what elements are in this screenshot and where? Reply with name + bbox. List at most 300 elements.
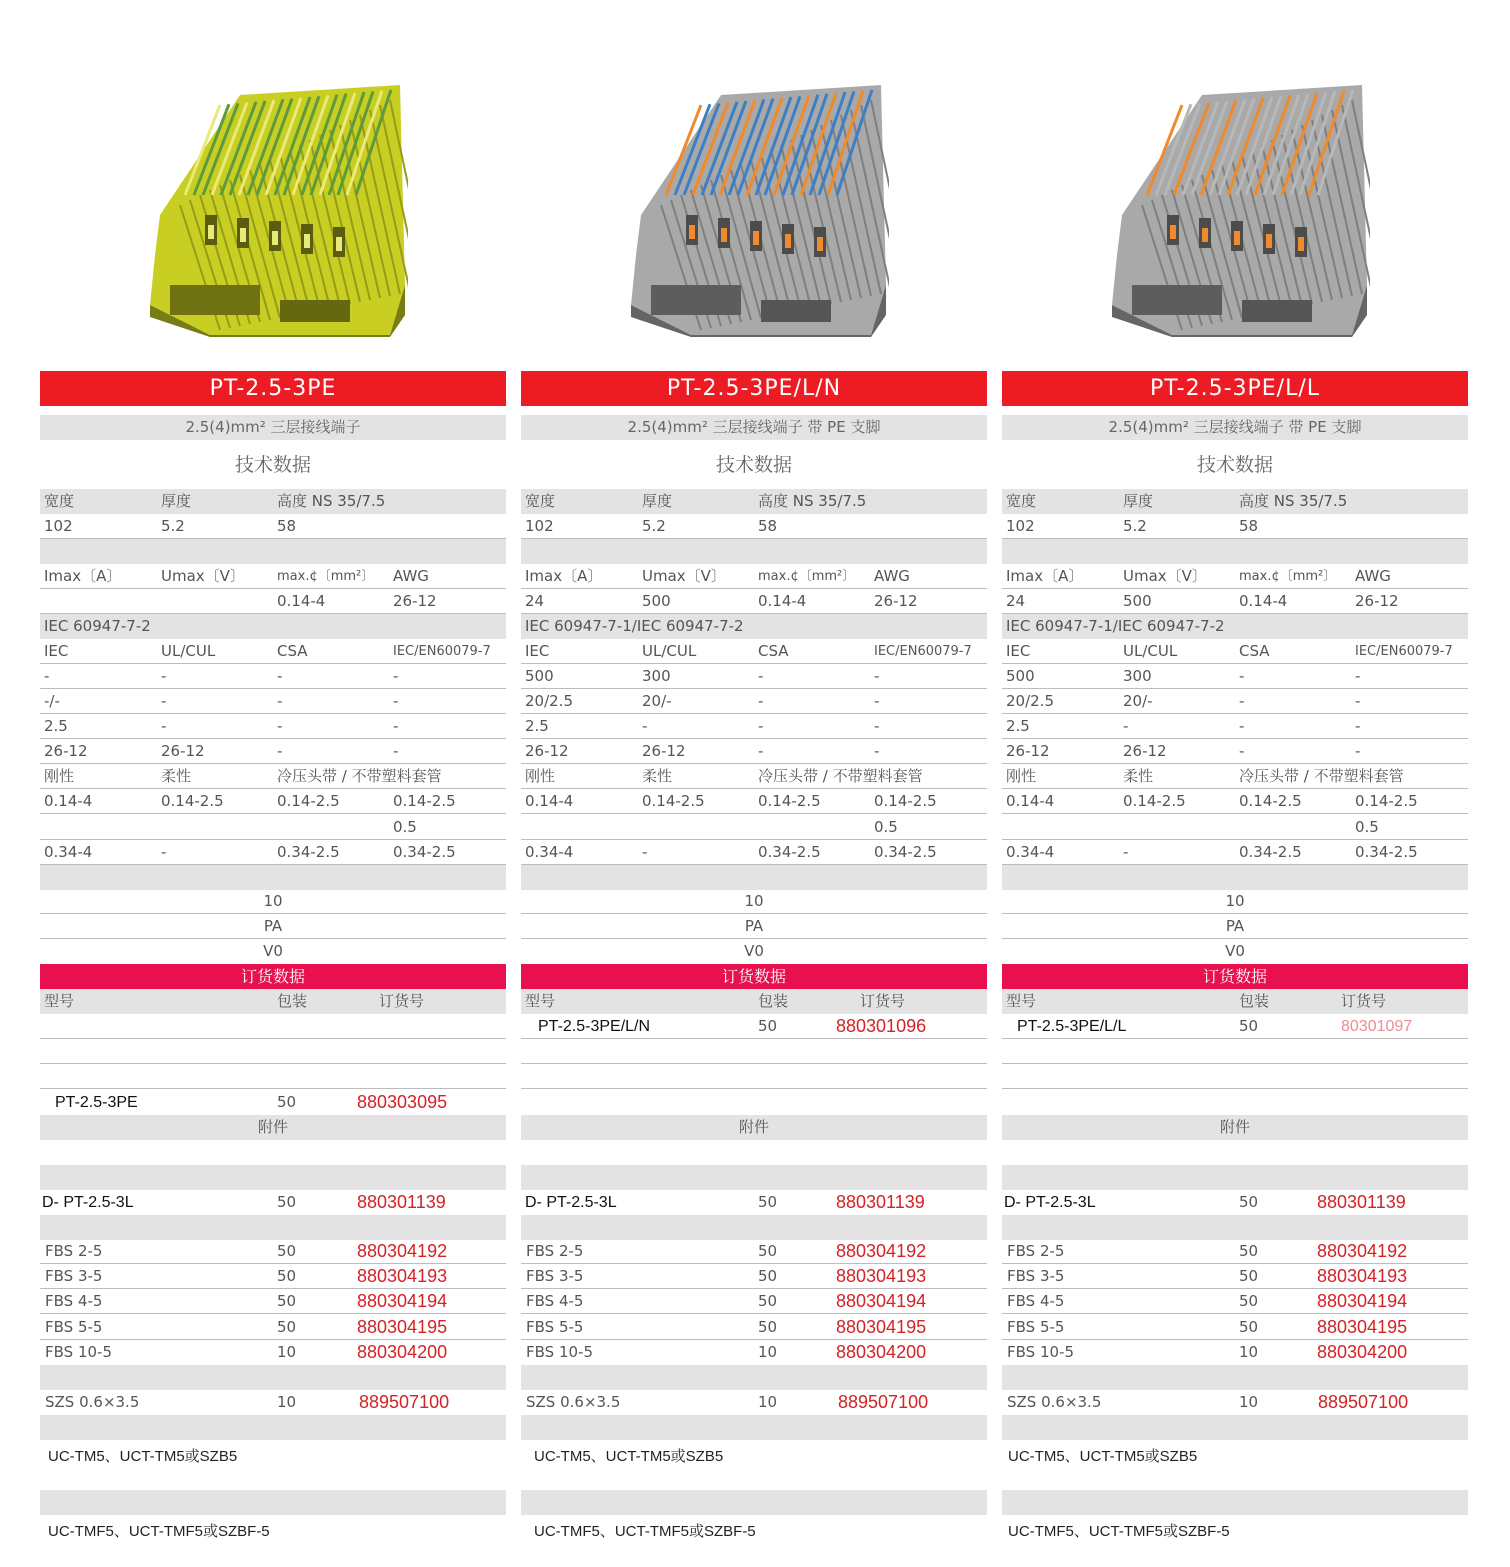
accessory-order-number: 880304195: [1317, 1317, 1408, 1337]
table-cell: 0.34-2.5: [874, 843, 937, 861]
order-row: [1002, 1014, 1468, 1039]
umax-value: 500: [642, 592, 671, 610]
misc-row: [40, 914, 506, 939]
accessory-order-number: 880304192: [836, 1241, 927, 1261]
table-cell: -: [1239, 692, 1245, 710]
approval-header-row: [521, 639, 987, 664]
release-button: [1266, 234, 1272, 248]
table-cell: -: [161, 843, 167, 861]
table-cell: 20/2.5: [1006, 692, 1054, 710]
tech-data-heading: 技术数据: [1196, 454, 1273, 476]
accessory-type: SZS 0.6×3.5: [526, 1393, 621, 1411]
accessories-heading-row: [1002, 1115, 1468, 1140]
spacer-row: [521, 865, 987, 890]
spacer-row: [1002, 1415, 1468, 1440]
approval-row: [521, 739, 987, 764]
order-type: PT-2.5-3PE: [55, 1094, 138, 1111]
product-title: PT-2.5-3PE/L/L: [1002, 371, 1468, 406]
accessory-type: D- PT-2.5-3L: [525, 1194, 617, 1211]
accessory-row: [40, 1315, 506, 1340]
tech-data-heading: 技术数据: [234, 454, 311, 476]
order-row: [521, 1014, 987, 1039]
table-cell: 26-12: [1006, 742, 1050, 760]
misc-row: [521, 939, 987, 964]
table-cell: 2.5: [525, 717, 549, 735]
height-value: 58: [1239, 517, 1259, 535]
table-cell: 0.14-2.5: [758, 792, 821, 810]
table-cell: -: [758, 742, 764, 760]
accessory-order-number: 880304193: [1317, 1266, 1408, 1286]
table-cell: 0.14-2.5: [874, 792, 937, 810]
order-pack: 50: [277, 1093, 297, 1111]
order-data-heading: 订货数据: [40, 964, 506, 989]
release-button: [753, 231, 759, 245]
table-cell: 2.5: [44, 717, 68, 735]
table-cell: 0.14-2.5: [642, 792, 705, 810]
rating-value-row: [40, 589, 506, 614]
accessory-order-number: 880304200: [836, 1342, 927, 1362]
thickness-value: 5.2: [161, 517, 185, 535]
accessory-order-number: 880304192: [1317, 1241, 1408, 1261]
accessory-row: [1002, 1190, 1468, 1215]
mounting-foot: [170, 285, 260, 315]
accessory-order-number: 880304193: [836, 1266, 927, 1286]
accessory-order-number: 889507100: [838, 1392, 929, 1412]
table-cell: 300: [1123, 667, 1152, 685]
misc-row: [1002, 939, 1468, 964]
release-button: [721, 228, 727, 242]
product-subtitle: 2.5(4)mm² 三层接线端子 带 PE 支脚: [521, 415, 987, 440]
rating-header-row: [40, 564, 506, 589]
spacer-row: [40, 1165, 506, 1190]
accessory-row: [521, 1340, 987, 1365]
accessory-row: [1002, 1239, 1468, 1264]
release-button: [817, 237, 823, 251]
cross-section-label: max.¢〔mm²〕: [1239, 569, 1337, 584]
accessory-order-number: 880301139: [1317, 1192, 1406, 1212]
accessory-pack: 50: [1239, 1193, 1259, 1211]
conductor-row: [40, 840, 506, 865]
accessory-type: FBS 5-5: [45, 1318, 103, 1336]
accessory-order-number: 880304192: [357, 1241, 448, 1261]
table-cell: -: [1355, 692, 1361, 710]
table-cell: -: [1239, 742, 1245, 760]
spacer-row: [1002, 1490, 1468, 1515]
dims-value-row: [1002, 514, 1468, 539]
accessory-type: D- PT-2.5-3L: [42, 1194, 134, 1211]
awg-label: AWG: [874, 567, 910, 585]
order-row: [40, 1064, 506, 1089]
release-button: [208, 225, 214, 239]
table-cell: -: [161, 717, 167, 735]
order-data-heading: 订货数据: [521, 964, 987, 989]
approval-row: [40, 689, 506, 714]
table-cell: 20/-: [1123, 692, 1153, 710]
order-pack: 50: [758, 1017, 778, 1035]
conductor-row: [1002, 815, 1468, 840]
release-button: [336, 237, 342, 251]
accessory-row: [521, 1390, 987, 1415]
accessory-pack: 50: [1239, 1292, 1259, 1310]
accessory-order-number: 880301139: [357, 1192, 446, 1212]
order-row: [1002, 1090, 1468, 1115]
order-pack: 50: [1239, 1017, 1259, 1035]
dims-value-row: [40, 514, 506, 539]
standard-row: [1002, 614, 1468, 639]
terminal-block-photo: [631, 85, 889, 337]
accessory-order-number: 880304195: [357, 1317, 448, 1337]
product-column-pt-2-5-3pe-l-n: [521, 0, 987, 1567]
release-button: [689, 225, 695, 239]
table-cell: -: [1355, 742, 1361, 760]
table-cell: -: [642, 717, 648, 735]
thickness-label: 厚度: [642, 492, 673, 510]
cross-section-value: 0.14-4: [277, 592, 326, 610]
table-cell: 0.34-2.5: [758, 843, 821, 861]
imax-label: Imax〔A〕: [525, 567, 603, 585]
note-marker-strip: UC-TM5、UCT-TM5或SZB5: [534, 1448, 724, 1465]
mounting-foot: [761, 300, 831, 322]
spacer-row: [40, 539, 506, 564]
imax-label: Imax〔A〕: [1006, 567, 1084, 585]
awg-label: AWG: [393, 567, 429, 585]
table-cell: -: [1123, 843, 1129, 861]
table-cell: 0.14-4: [44, 792, 93, 810]
spacer-row: [1002, 865, 1468, 890]
table-cell: -: [758, 717, 764, 735]
table-cell: 26-12: [161, 742, 205, 760]
misc-value: V0: [1225, 942, 1245, 960]
awg-value: 26-12: [393, 592, 437, 610]
table-cell: -: [393, 692, 399, 710]
flexible-label: 柔性: [1123, 767, 1154, 785]
order-number: 80301097: [1341, 1018, 1413, 1035]
accessory-pack: 10: [277, 1393, 297, 1411]
cross-section-value: 0.14-4: [758, 592, 807, 610]
ferrule-label: 冷压头带 / 不带塑料套管: [1239, 767, 1404, 785]
table-cell: -: [277, 667, 283, 685]
mounting-foot: [651, 285, 741, 315]
accessory-order-number: 880304194: [836, 1291, 927, 1311]
approval-row: [40, 714, 506, 739]
approval-header-row: [40, 639, 506, 664]
table-cell: 0.5: [874, 818, 898, 836]
accessory-order-number: 889507100: [1318, 1392, 1409, 1412]
misc-value: V0: [744, 942, 764, 960]
product-title: PT-2.5-3PE/L/N: [521, 371, 987, 406]
table-cell: 0.34-4: [44, 843, 93, 861]
accessory-pack: 50: [758, 1242, 778, 1260]
accessory-row: [40, 1390, 506, 1415]
note-marker-strip-flat: UC-TMF5、UCT-TMF5或SZBF-5: [534, 1523, 756, 1540]
csa-label: CSA: [1239, 642, 1270, 660]
order-row: [1002, 1039, 1468, 1064]
conductor-row: [521, 815, 987, 840]
accessory-order-number: 880304200: [1317, 1342, 1408, 1362]
table-cell: 2.5: [1006, 717, 1030, 735]
awg-value: 26-12: [1355, 592, 1399, 610]
accessory-pack: 50: [758, 1193, 778, 1211]
imax-value: 24: [1006, 592, 1026, 610]
accessories-heading-row: [521, 1115, 987, 1140]
accessory-pack: 50: [277, 1292, 297, 1310]
spacer-row: [521, 1490, 987, 1515]
umax-label: Umax〔V〕: [1123, 567, 1207, 585]
release-button: [1170, 225, 1176, 239]
order-row: [40, 1014, 506, 1039]
accessories-heading-row: [40, 1115, 506, 1140]
approval-row: [521, 664, 987, 689]
table-cell: -: [758, 692, 764, 710]
rigid-label: 刚性: [1006, 767, 1037, 785]
approval-row: [1002, 689, 1468, 714]
mounting-foot: [280, 300, 350, 322]
imax-value: 24: [525, 592, 545, 610]
accessory-type: FBS 3-5: [1007, 1267, 1065, 1285]
accessory-type: FBS 4-5: [526, 1292, 584, 1310]
table-cell: 26-12: [642, 742, 686, 760]
spacer-row: [1002, 1215, 1468, 1240]
approval-row: [521, 689, 987, 714]
accessory-pack: 50: [758, 1318, 778, 1336]
accessory-row: [1002, 1340, 1468, 1365]
height-label: 高度 NS 35/7.5: [1239, 492, 1348, 510]
accessory-pack: 50: [1239, 1318, 1259, 1336]
order-number-label: 订货号: [1341, 992, 1387, 1010]
type-label: 型号: [525, 992, 556, 1010]
height-value: 58: [758, 517, 778, 535]
accessory-type: FBS 5-5: [1007, 1318, 1065, 1336]
product-subtitle: 2.5(4)mm² 三层接线端子: [40, 415, 506, 440]
dims-value-row: [521, 514, 987, 539]
cross-section-label: max.¢〔mm²〕: [277, 569, 375, 584]
misc-value: PA: [263, 917, 283, 935]
table-cell: 0.14-4: [1006, 792, 1055, 810]
table-cell: -: [758, 667, 764, 685]
accessory-row: [521, 1239, 987, 1264]
table-cell: -: [1355, 717, 1361, 735]
spacer-row: [40, 1490, 506, 1515]
table-cell: 26-12: [525, 742, 569, 760]
misc-value: PA: [744, 917, 764, 935]
order-row: [40, 1090, 506, 1115]
table-cell: 0.14-2.5: [1239, 792, 1302, 810]
accessory-type: FBS 4-5: [1007, 1292, 1065, 1310]
misc-row: [1002, 889, 1468, 914]
dims-header-row: [1002, 489, 1468, 514]
rating-value-row: [1002, 589, 1468, 614]
product-column-pt-2-5-3pe: [40, 0, 506, 1567]
table-cell: 300: [642, 667, 671, 685]
misc-value: 10: [263, 892, 283, 910]
accessory-type: D- PT-2.5-3L: [1004, 1194, 1096, 1211]
spacer-row: [1002, 1365, 1468, 1390]
release-button: [240, 228, 246, 242]
umax-label: Umax〔V〕: [642, 567, 726, 585]
standard-row: [521, 614, 987, 639]
table-cell: 500: [525, 667, 554, 685]
order-number: 880301096: [836, 1016, 927, 1036]
accessory-pack: 10: [1239, 1393, 1259, 1411]
width-label: 宽度: [44, 492, 75, 510]
accessory-row: [1002, 1289, 1468, 1314]
note-marker-strip: UC-TM5、UCT-TM5或SZB5: [1008, 1448, 1198, 1465]
table-cell: -: [1239, 667, 1245, 685]
accessories-heading: 附件: [1219, 1118, 1250, 1136]
misc-value: 10: [1225, 892, 1245, 910]
spacer-row: [521, 1165, 987, 1190]
height-value: 58: [277, 517, 297, 535]
awg-value: 26-12: [874, 592, 918, 610]
accessory-pack: 10: [1239, 1343, 1259, 1361]
table-cell: 0.14-2.5: [1123, 792, 1186, 810]
accessory-pack: 50: [277, 1242, 297, 1260]
height-label: 高度 NS 35/7.5: [758, 492, 867, 510]
table-cell: -/-: [44, 692, 60, 710]
awg-label: AWG: [1355, 567, 1391, 585]
accessory-type: FBS 3-5: [45, 1267, 103, 1285]
accessory-row: [40, 1289, 506, 1314]
order-row: [1002, 1064, 1468, 1089]
misc-value: 10: [744, 892, 764, 910]
standard-text: IEC 60947-7-1/IEC 60947-7-2: [525, 617, 744, 635]
conductor-header-row: [40, 764, 506, 789]
release-button: [272, 231, 278, 245]
table-cell: -: [874, 667, 880, 685]
order-header-row: [521, 989, 987, 1014]
accessory-type: FBS 2-5: [526, 1242, 584, 1260]
accessory-order-number: 880304194: [357, 1291, 448, 1311]
table-cell: -: [393, 717, 399, 735]
accessory-pack: 50: [277, 1267, 297, 1285]
accessory-type: FBS 5-5: [526, 1318, 584, 1336]
table-cell: -: [393, 667, 399, 685]
order-data-heading: 订货数据: [1002, 964, 1468, 989]
order-type: PT-2.5-3PE/L/L: [1017, 1018, 1127, 1035]
thickness-value: 5.2: [642, 517, 666, 535]
table-cell: -: [393, 742, 399, 760]
accessory-row: [40, 1264, 506, 1289]
table-cell: 0.34-2.5: [393, 843, 456, 861]
csa-label: CSA: [277, 642, 308, 660]
ferrule-label: 冷压头带 / 不带塑料套管: [277, 767, 442, 785]
release-button: [1298, 237, 1304, 251]
iec-label: IEC: [525, 642, 550, 660]
accessory-row: [1002, 1315, 1468, 1340]
table-cell: -: [874, 717, 880, 735]
cross-section-value: 0.14-4: [1239, 592, 1288, 610]
spacer-row: [1002, 539, 1468, 564]
dims-header-row: [40, 489, 506, 514]
accessory-order-number: 880304193: [357, 1266, 448, 1286]
width-value: 102: [525, 517, 554, 535]
release-button: [1234, 231, 1240, 245]
table-cell: 0.34-2.5: [1355, 843, 1418, 861]
standard-row: [40, 614, 506, 639]
spacer-row: [521, 1365, 987, 1390]
order-row: [521, 1064, 987, 1089]
order-row: [521, 1039, 987, 1064]
approval-header-row: [1002, 639, 1468, 664]
spacer-row: [40, 1365, 506, 1390]
accessory-type: SZS 0.6×3.5: [1007, 1393, 1102, 1411]
rating-value-row: [521, 589, 987, 614]
table-cell: 0.34-2.5: [277, 843, 340, 861]
table-cell: 0.34-4: [1006, 843, 1055, 861]
table-cell: 0.34-2.5: [1239, 843, 1302, 861]
accessory-order-number: 880304194: [1317, 1291, 1408, 1311]
accessory-type: FBS 10-5: [45, 1343, 112, 1361]
ul-cul-label: UL/CUL: [161, 642, 216, 660]
misc-row: [521, 914, 987, 939]
accessory-row: [521, 1315, 987, 1340]
table-cell: -: [1239, 717, 1245, 735]
table-cell: -: [874, 742, 880, 760]
accessory-order-number: 880301139: [836, 1192, 925, 1212]
type-label: 型号: [44, 992, 75, 1010]
product-title: PT-2.5-3PE: [40, 371, 506, 406]
rigid-label: 刚性: [44, 767, 75, 785]
accessory-row: [40, 1239, 506, 1264]
accessory-pack: 50: [277, 1318, 297, 1336]
order-row: [40, 1039, 506, 1064]
approval-row: [1002, 739, 1468, 764]
approval-row: [40, 739, 506, 764]
accessory-type: FBS 2-5: [1007, 1242, 1065, 1260]
spacer-row: [521, 1415, 987, 1440]
accessory-pack: 10: [758, 1393, 778, 1411]
accessory-row: [521, 1264, 987, 1289]
order-type: PT-2.5-3PE/L/N: [538, 1018, 651, 1035]
flexible-label: 柔性: [642, 767, 673, 785]
accessory-row: [40, 1190, 506, 1215]
iec-en60079-label: IEC/EN60079-7: [1355, 644, 1453, 659]
order-row: [521, 1090, 987, 1115]
tech-data-heading: 技术数据: [715, 454, 792, 476]
ul-cul-label: UL/CUL: [1123, 642, 1178, 660]
spacer-row: [521, 539, 987, 564]
accessory-pack: 10: [758, 1343, 778, 1361]
thickness-value: 5.2: [1123, 517, 1147, 535]
table-cell: 20/-: [642, 692, 672, 710]
accessory-pack: 50: [758, 1292, 778, 1310]
misc-row: [521, 889, 987, 914]
spacer-row: [40, 1415, 506, 1440]
accessory-pack: 50: [1239, 1242, 1259, 1260]
width-label: 宽度: [1006, 492, 1037, 510]
iec-en60079-label: IEC/EN60079-7: [874, 644, 972, 659]
height-label: 高度 NS 35/7.5: [277, 492, 386, 510]
width-value: 102: [44, 517, 73, 535]
accessory-order-number: 880304195: [836, 1317, 927, 1337]
accessory-type: FBS 10-5: [526, 1343, 593, 1361]
cross-section-label: max.¢〔mm²〕: [758, 569, 856, 584]
conductor-header-row: [1002, 764, 1468, 789]
conductor-row: [40, 789, 506, 814]
table-cell: -: [874, 692, 880, 710]
terminal-block-photo: [150, 85, 408, 337]
mounting-foot: [1132, 285, 1222, 315]
table-cell: 0.5: [1355, 818, 1379, 836]
csa-label: CSA: [758, 642, 789, 660]
release-button: [304, 234, 310, 248]
conductor-row: [1002, 840, 1468, 865]
conductor-row: [521, 840, 987, 865]
table-cell: -: [161, 692, 167, 710]
note-marker-strip-flat: UC-TMF5、UCT-TMF5或SZBF-5: [48, 1523, 270, 1540]
misc-row: [1002, 914, 1468, 939]
order-header-row: [40, 989, 506, 1014]
